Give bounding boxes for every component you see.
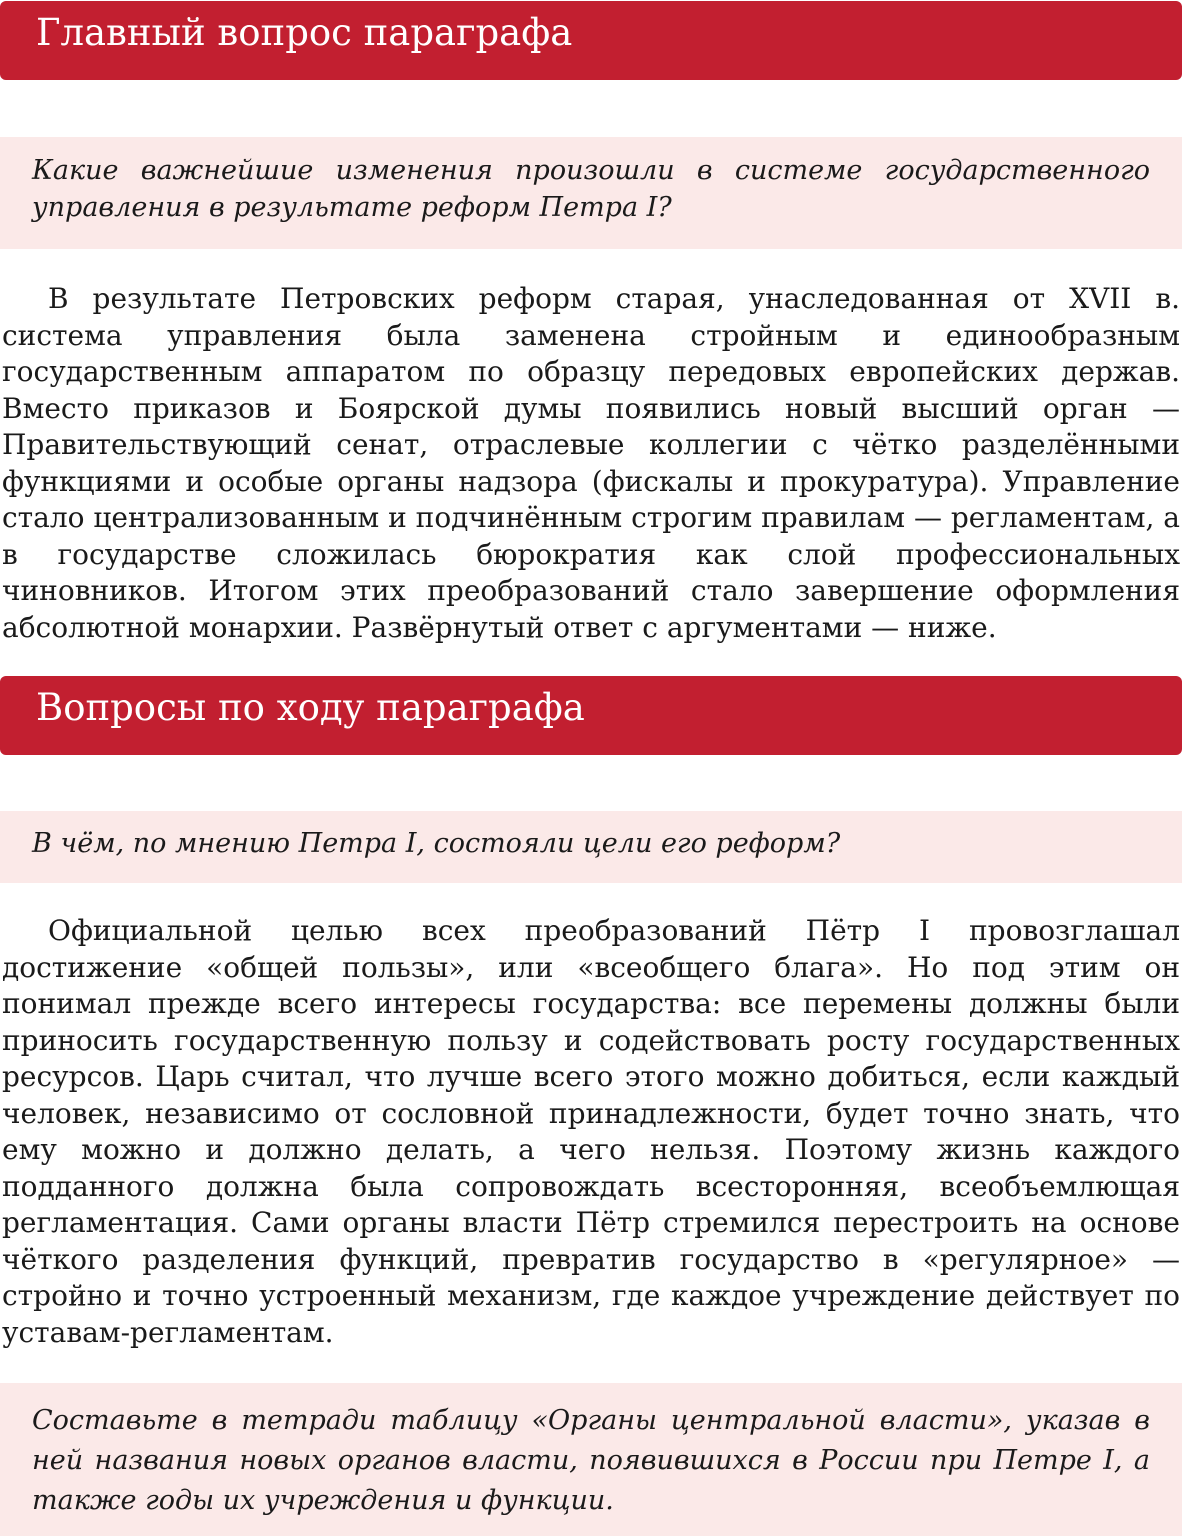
progress-question-2-text: Составьте в тетради таблицу «Органы центральной власти», указав в ней названия новых органов власти, появившихся в России при Петре I, а также годы их учреждения и функции. <box>32 1405 1150 1516</box>
progress-questions-header <box>0 676 1182 755</box>
main-question-header <box>0 1 1182 80</box>
progress-question-1-text: В чём, по мнению Петра I, состояли цели его реформ? <box>32 828 841 859</box>
main-question-answer: В результате Петровских реформ старая, унаследованная от XVII в. система управления была заменена стройным и единообразным государственным аппаратом по образцу передовых европейских держав. Вместо приказов и Боярской думы появились новый высший орган — Правительствующий сенат, отраслевые коллегии с чётко разделёнными функциями и особые органы надзора (фискалы и прокуратура). Управление стало централизованным и подчинённым строгим правилам — регламентам, а в государстве сложилась бюрократия как слой профессиональных чиновников. Итогом этих преобразований стало завершение оформления абсолютной монархии. Развёрнутый ответ с аргументами — ниже. <box>2 282 1180 644</box>
main-question-text: Какие важнейшие изменения произошли в системе государственного управления в результате реформ Петра I? <box>32 155 1150 223</box>
progress-question-1-box <box>0 811 1182 883</box>
progress-questions-title: Вопросы по ходу параграфа <box>36 686 585 729</box>
main-question-title: Главный вопрос параграфа <box>36 11 573 54</box>
main-question-box <box>0 137 1182 249</box>
progress-question-2-box <box>0 1383 1182 1536</box>
progress-question-1-answer: Официальной целью всех преобразований Пётр I провозглашал достижение «общей пользы», или «всеобщего блага». Но под этим он понимал прежде всего интересы государства: все перемены должны были приносить государственную пользу и содействовать росту государственных ресурсов. Царь считал, что лучше всего этого можно добиться, если каждый человек, независимо от сословной принадлежности, будет точно знать, что ему можно и должно делать, а чего нельзя. Поэтому жизнь каждого подданного должна была сопровождать всесторонняя, всеобъемлющая регламентация. Сами органы власти Пётр стремился перестроить на основе чёткого разделения функций, превратив государство в «регулярное» — стройно и точно устроенный механизм, где каждое учреждение действует по уставам-регламентам. <box>2 914 1180 1349</box>
